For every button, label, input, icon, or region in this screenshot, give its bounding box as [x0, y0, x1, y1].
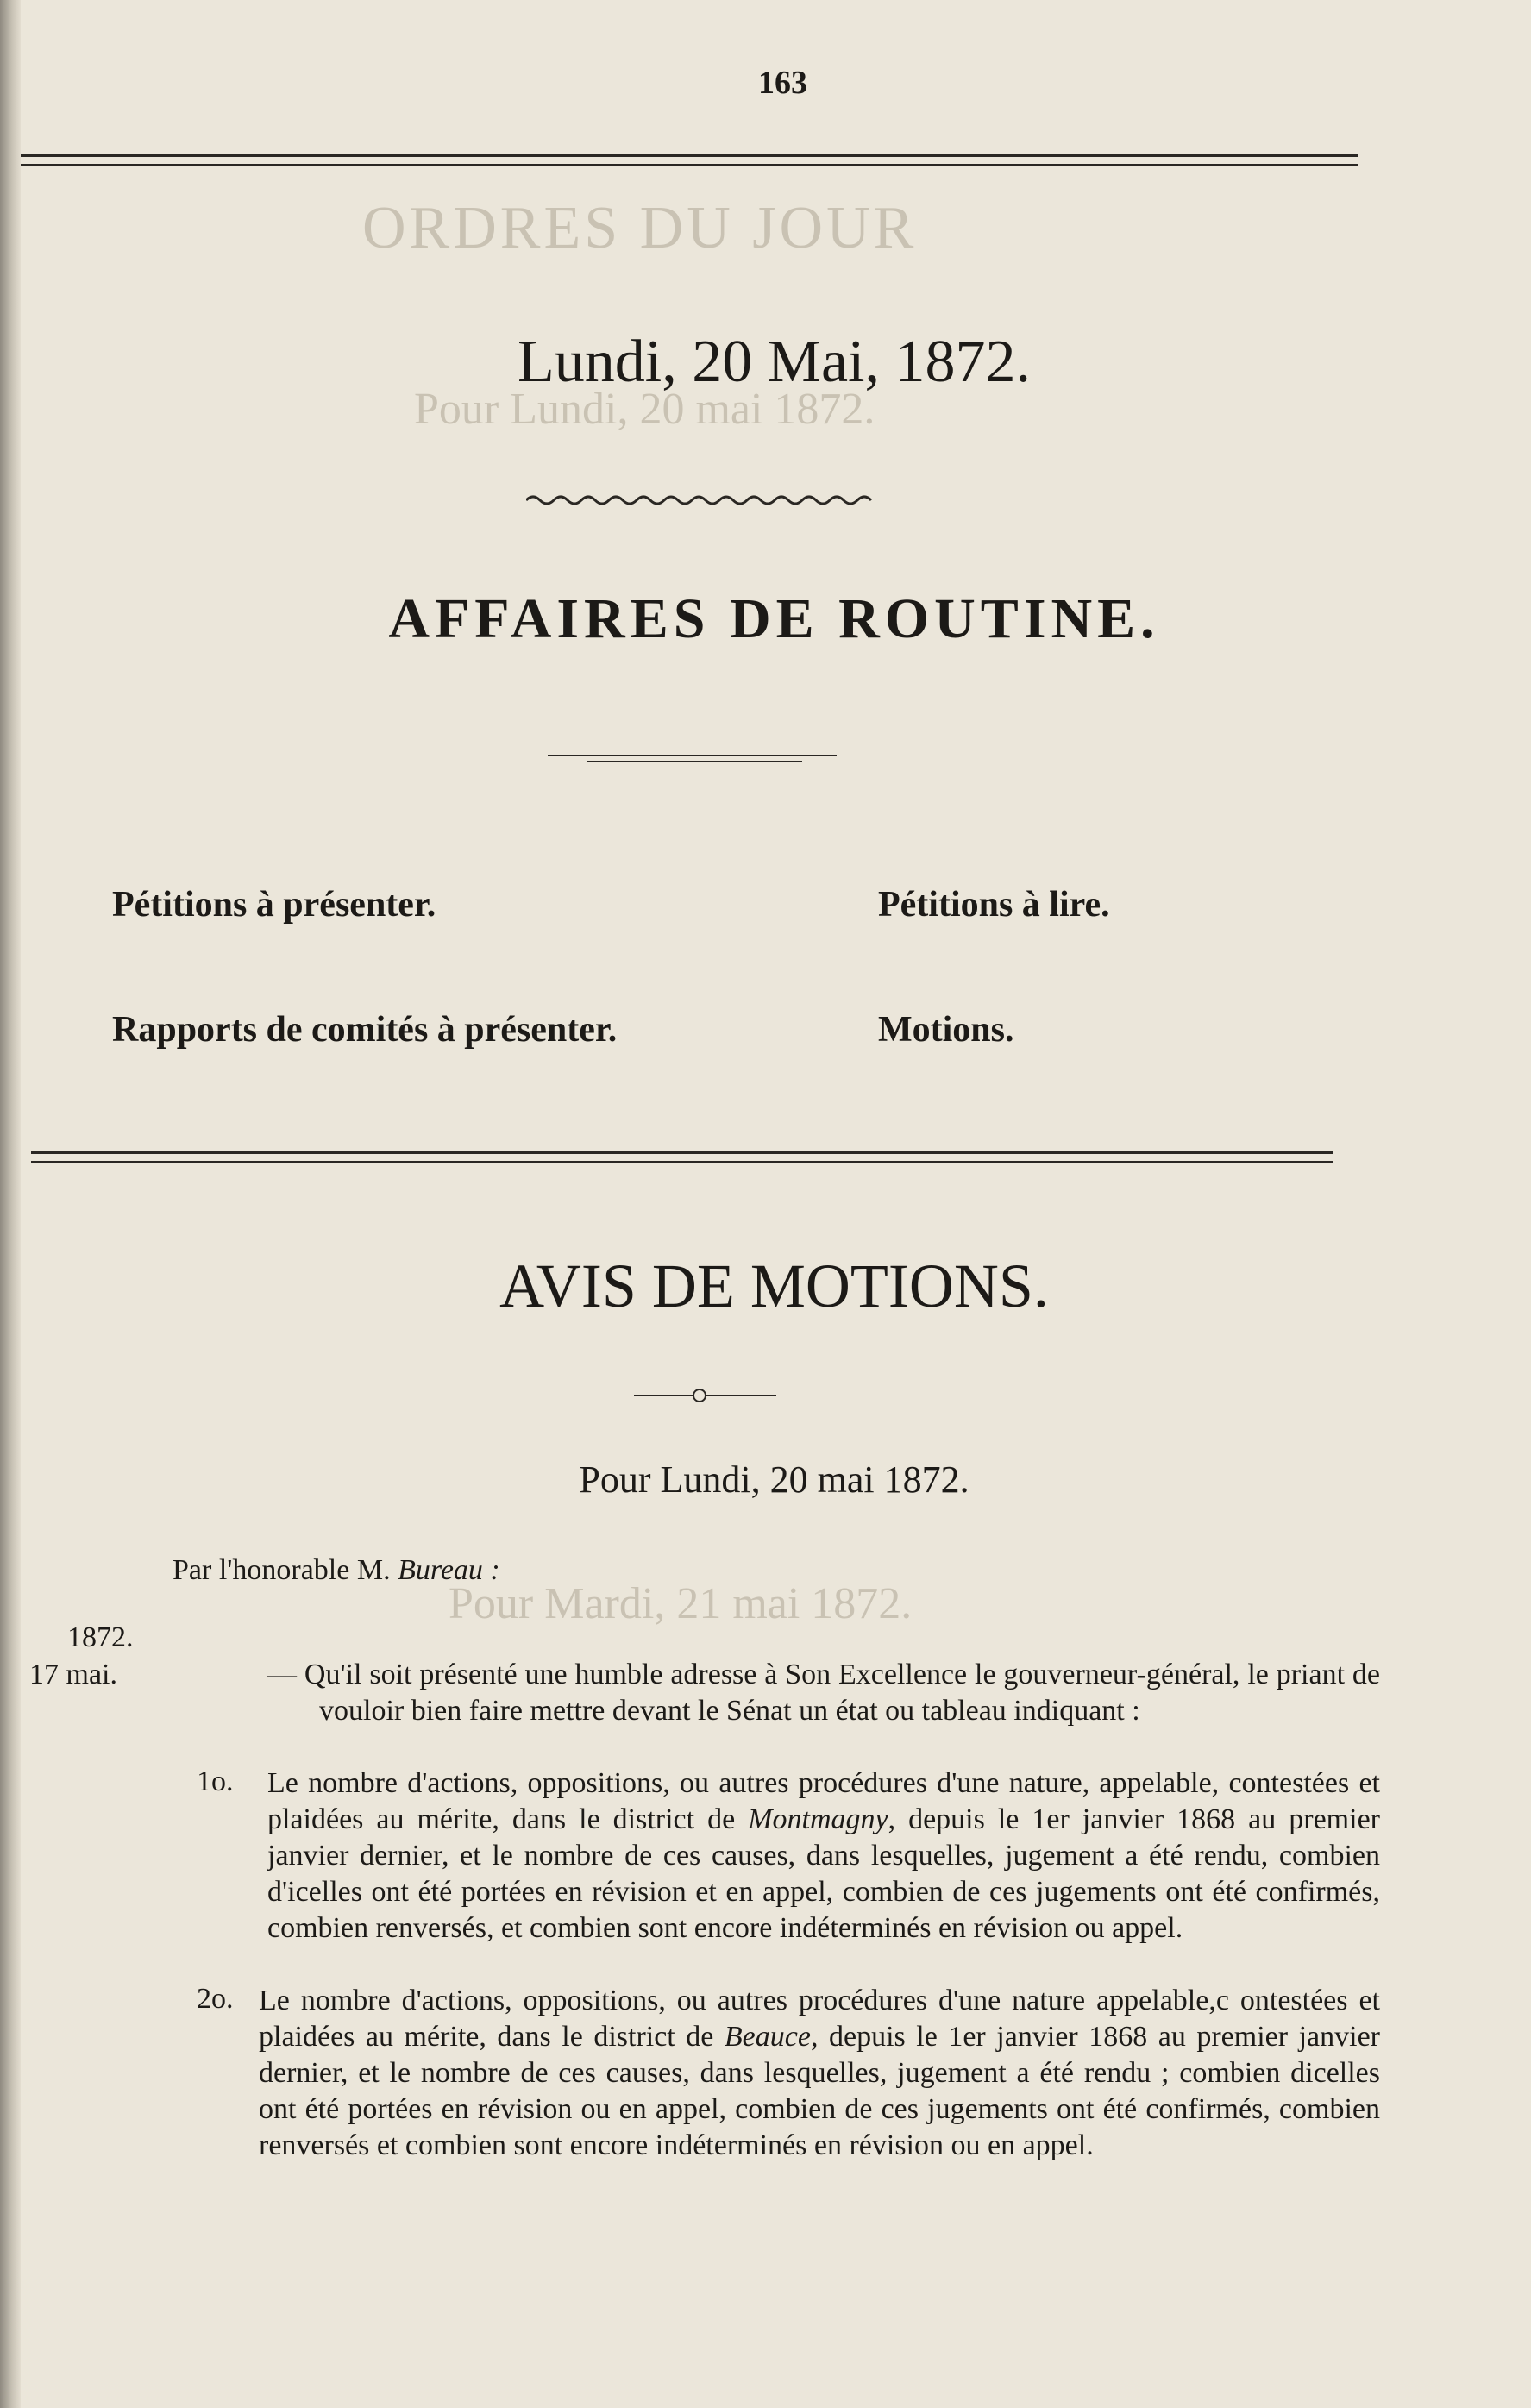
bleed-through-text: ORDRES DU JOUR: [362, 195, 918, 261]
item-2-place: Beauce: [724, 2021, 811, 2053]
author-name: Bureau :: [398, 1554, 500, 1586]
order-item-petitions-lire: Pétitions à lire.: [878, 885, 1110, 925]
section-divider: [548, 755, 837, 756]
item-1-paragraph: [267, 1765, 1380, 1947]
bleed-through-text: Pour Lundi, 20 mai 1872.: [414, 385, 875, 434]
wavy-ornament: [526, 492, 880, 505]
item-1-text-a: Le nombre d'actions, oppositions, ou autres procédures d'une nature, appelable, contestées et plaidées au mérite, dans le district de: [267, 1767, 1380, 1835]
divider-rule: [31, 1151, 1333, 1154]
item-2-paragraph: [259, 1983, 1380, 2164]
item-1-text-b: , depuis le 1er janvier 1868 au premier janvier dernier, et le nombre de ces causes, dans lesquelles, jugement a été rendu, combien d'icelles ont été portées en révision et en appel, combien de ces jugements ont été confirmés, combien renversés, et combien sont encore indéterminés en révision ou appel.: [267, 1803, 1380, 1944]
item-1-place: Montmagny: [748, 1803, 888, 1835]
motion-date: Pour Lundi, 20 mai 1872.: [579, 1458, 969, 1501]
item-2-text-b: , depuis le 1er janvier 1868 au premier janvier dernier, et le nombre de ces causes, dans lesquelles, jugement a été rendu ; combien dicelles ont été portées en révision ou en appel, combien de ces jugements ont été confirmés, combien renversés et combien sont encore indéterminés en révision ou en appel.: [259, 2021, 1380, 2161]
item-2-number: 2o.: [197, 1983, 234, 2015]
divider-rule-inner: [31, 1161, 1333, 1163]
item-1-number: 1o.: [197, 1765, 234, 1797]
item-2-text-a: Le nombre d'actions, oppositions, ou autres procédures d'une nature appelable,c ontestées et plaidées au mérite, dans le district de: [259, 1985, 1380, 2053]
motion-intro-paragraph: [267, 1657, 1380, 1729]
bleed-through-text: Pour Mardi, 21 mai 1872.: [449, 1579, 913, 1628]
order-item-rapports: Rapports de comités à présenter.: [112, 1010, 618, 1050]
small-circle-ornament: [690, 1386, 709, 1405]
header-rule-inner: [21, 164, 1358, 166]
margin-date: 17 mai.: [29, 1659, 117, 1690]
intro-dash: —: [267, 1659, 297, 1690]
date-heading: Lundi, 20 Mai, 1872.: [518, 329, 1031, 395]
section-title-affaires: AFFAIRES DE ROUTINE.: [388, 587, 1160, 650]
section-divider-inner: [587, 761, 802, 762]
header-rule: [21, 154, 1358, 157]
margin-year: 1872.: [67, 1621, 134, 1653]
order-item-motions: Motions.: [878, 1010, 1014, 1050]
motion-author-line: [173, 1554, 500, 1587]
author-prefix: Par l'honorable M.: [173, 1554, 391, 1586]
intro-text: Qu'il soit présenté une humble adresse à Son Excellence le gouverneur-général, le priant de vouloir bien faire mettre devant le Sénat un état ou tableau indiquant :: [304, 1659, 1381, 1727]
page-number: 163: [758, 65, 807, 101]
order-item-petitions-presenter: Pétitions à présenter.: [112, 885, 436, 925]
avis-title: AVIS DE MOTIONS.: [499, 1251, 1049, 1320]
